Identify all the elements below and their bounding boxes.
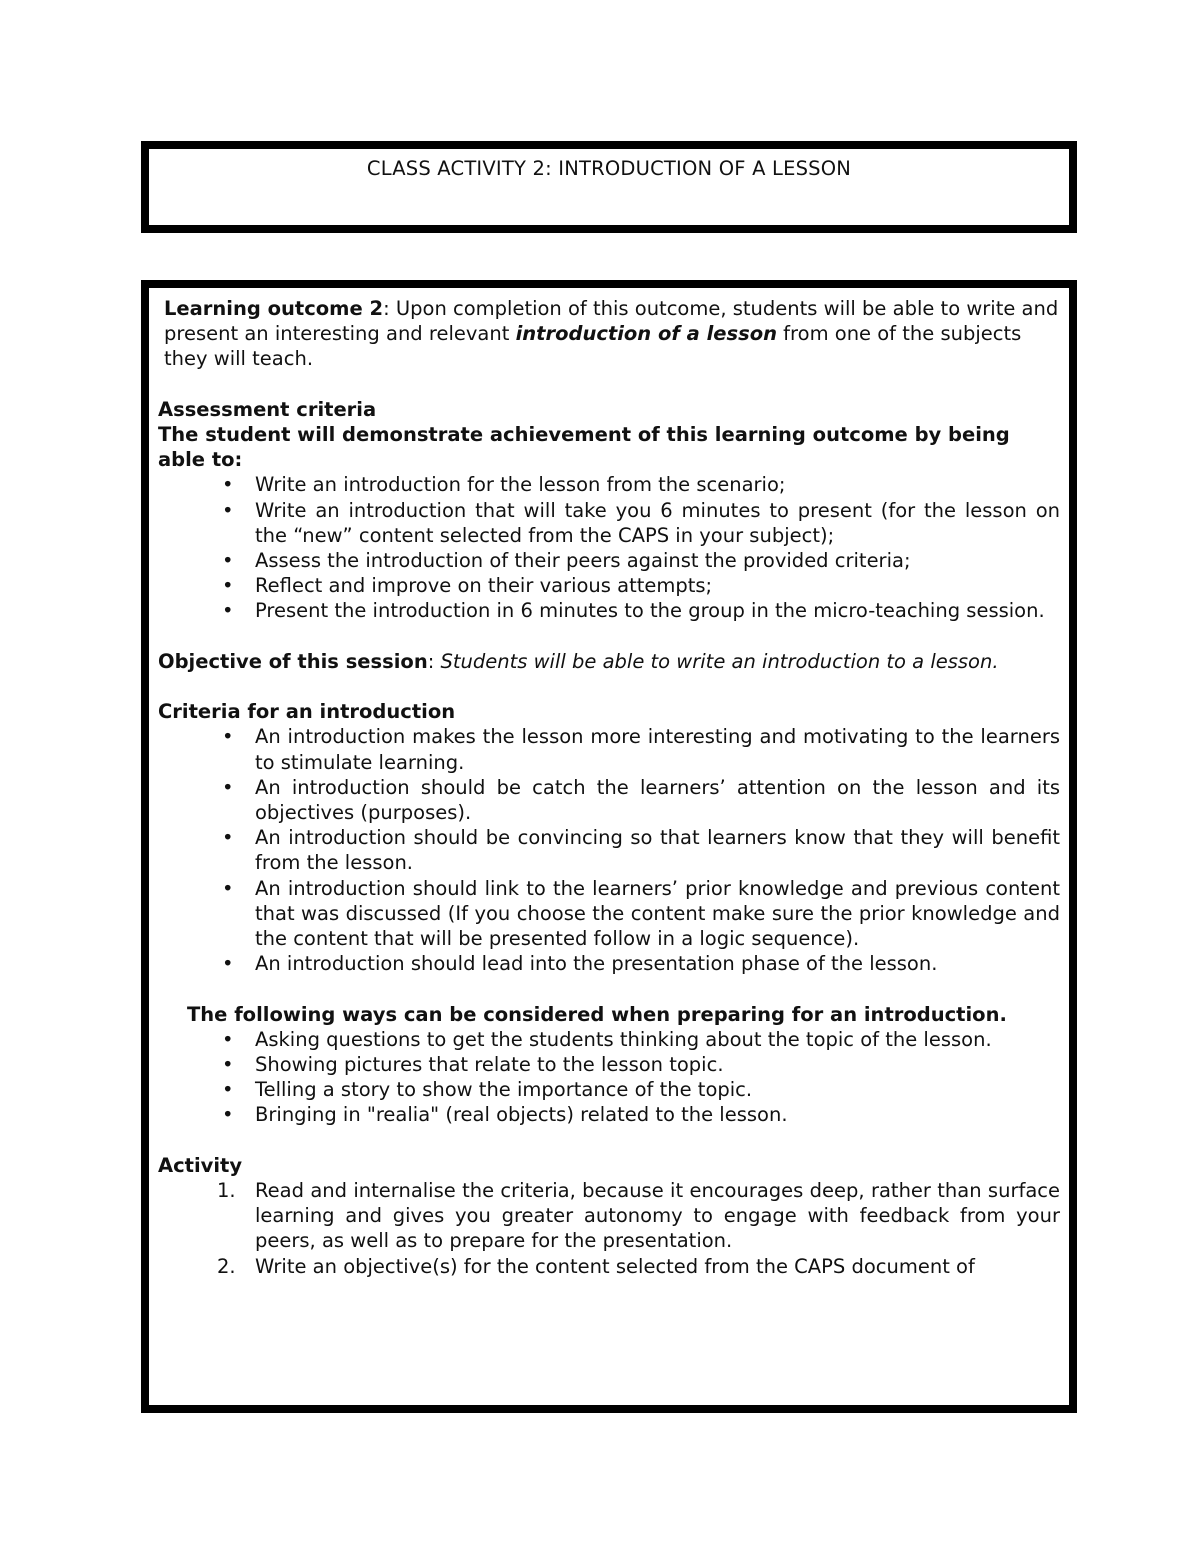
bullet-icon: • xyxy=(222,599,234,623)
bullet-icon: • xyxy=(222,826,234,850)
list-item: • An introduction makes the lesson more interesting and motivating to the learners to stimulate learning. xyxy=(222,725,1060,774)
learning-outcome-paragraph xyxy=(158,296,1060,372)
bullet-icon: • xyxy=(222,1078,234,1102)
objective-paragraph: Objective of this session: Students will be able to write an introduction to a lesson. xyxy=(158,649,999,673)
assessment-list xyxy=(158,472,1060,623)
ways-list xyxy=(158,1027,1060,1128)
list-item: • An introduction should link to the learners’ prior knowledge and previous content that was discussed (If you choose the content make sure the prior knowledge and the content that will be presented follow in a logic sequence). xyxy=(222,876,1060,951)
bullet-icon: • xyxy=(222,473,234,497)
assessment-subheading: The student will demonstrate achievement of this learning outcome by being able to: xyxy=(158,423,1010,472)
ways-heading: The following ways can be considered when preparing for an introduction. xyxy=(187,1002,1007,1026)
criteria-list xyxy=(158,724,1060,976)
list-item: • Asking questions to get the students thinking about the topic of the lesson. xyxy=(222,1027,992,1051)
bullet-icon: • xyxy=(222,549,234,573)
learning-outcome-emphasis: introduction of a lesson xyxy=(515,322,777,346)
title-box xyxy=(141,141,1077,233)
content-body xyxy=(158,296,1060,1279)
list-item: • Write an introduction for the lesson from the scenario; xyxy=(222,473,786,497)
criteria-heading: Criteria for an introduction xyxy=(158,700,456,724)
list-item: • Telling a story to show the importance of the topic. xyxy=(222,1078,753,1102)
bullet-icon: • xyxy=(222,876,234,900)
objective-text: Students will be able to write an introduction to a lesson. xyxy=(440,649,999,673)
list-item: • An introduction should be catch the learners’ attention on the lesson and its objectives (purposes). xyxy=(222,775,1060,825)
bullet-icon: • xyxy=(222,1103,234,1127)
bullet-icon: • xyxy=(222,498,234,522)
learning-outcome-text-before: : Upon completion of this outcome, students will be able to write and present an interesting and relevant xyxy=(164,297,1059,346)
bullet-icon: • xyxy=(222,775,234,799)
bullet-icon: • xyxy=(222,574,234,598)
list-item: 2. Write an objective(s) for the content selected from the CAPS document of xyxy=(217,1254,975,1278)
learning-outcome-text-after: from one of the subjects they will teach. xyxy=(164,322,1022,371)
list-item: • Present the introduction in 6 minutes to the group in the micro-teaching session. xyxy=(222,599,1045,623)
activity-list xyxy=(158,1178,1060,1279)
bullet-icon: • xyxy=(222,725,234,749)
bullet-icon: • xyxy=(222,952,234,976)
list-item: • Bringing in "realia" (real objects) related to the lesson. xyxy=(222,1103,788,1127)
list-item: • Showing pictures that relate to the lesson topic. xyxy=(222,1053,724,1077)
item-number: 1. xyxy=(217,1179,236,1203)
list-item: • Write an introduction that will take you 6 minutes to present (for the lesson on the “new” content selected from the CAPS in your subject); xyxy=(222,498,1060,547)
learning-outcome-label: Learning outcome 2 xyxy=(164,297,384,320)
list-item: • An introduction should be convincing so that learners know that they will benefit from the lesson. xyxy=(222,826,1060,875)
activity-heading: Activity xyxy=(158,1153,243,1177)
list-item: • Reflect and improve on their various attempts; xyxy=(222,574,713,598)
list-item: • Assess the introduction of their peers against the provided criteria; xyxy=(222,549,911,573)
page-title: CLASS ACTIVITY 2: INTRODUCTION OF A LESSON xyxy=(366,157,852,180)
assessment-heading: Assessment criteria xyxy=(158,397,377,421)
bullet-icon: • xyxy=(222,1027,234,1051)
bullet-icon: • xyxy=(222,1053,234,1077)
item-number: 2. xyxy=(217,1254,236,1278)
list-item: 1. Read and internalise the criteria, because it encourages deep, rather than surface learning and gives you greater autonomy to engage with feedback from your peers, as well as to prepare for the presentation. xyxy=(217,1179,1060,1253)
list-item: • An introduction should lead into the presentation phase of the lesson. xyxy=(222,952,938,976)
objective-label: Objective of this session xyxy=(158,649,428,673)
content-box xyxy=(141,280,1077,1413)
